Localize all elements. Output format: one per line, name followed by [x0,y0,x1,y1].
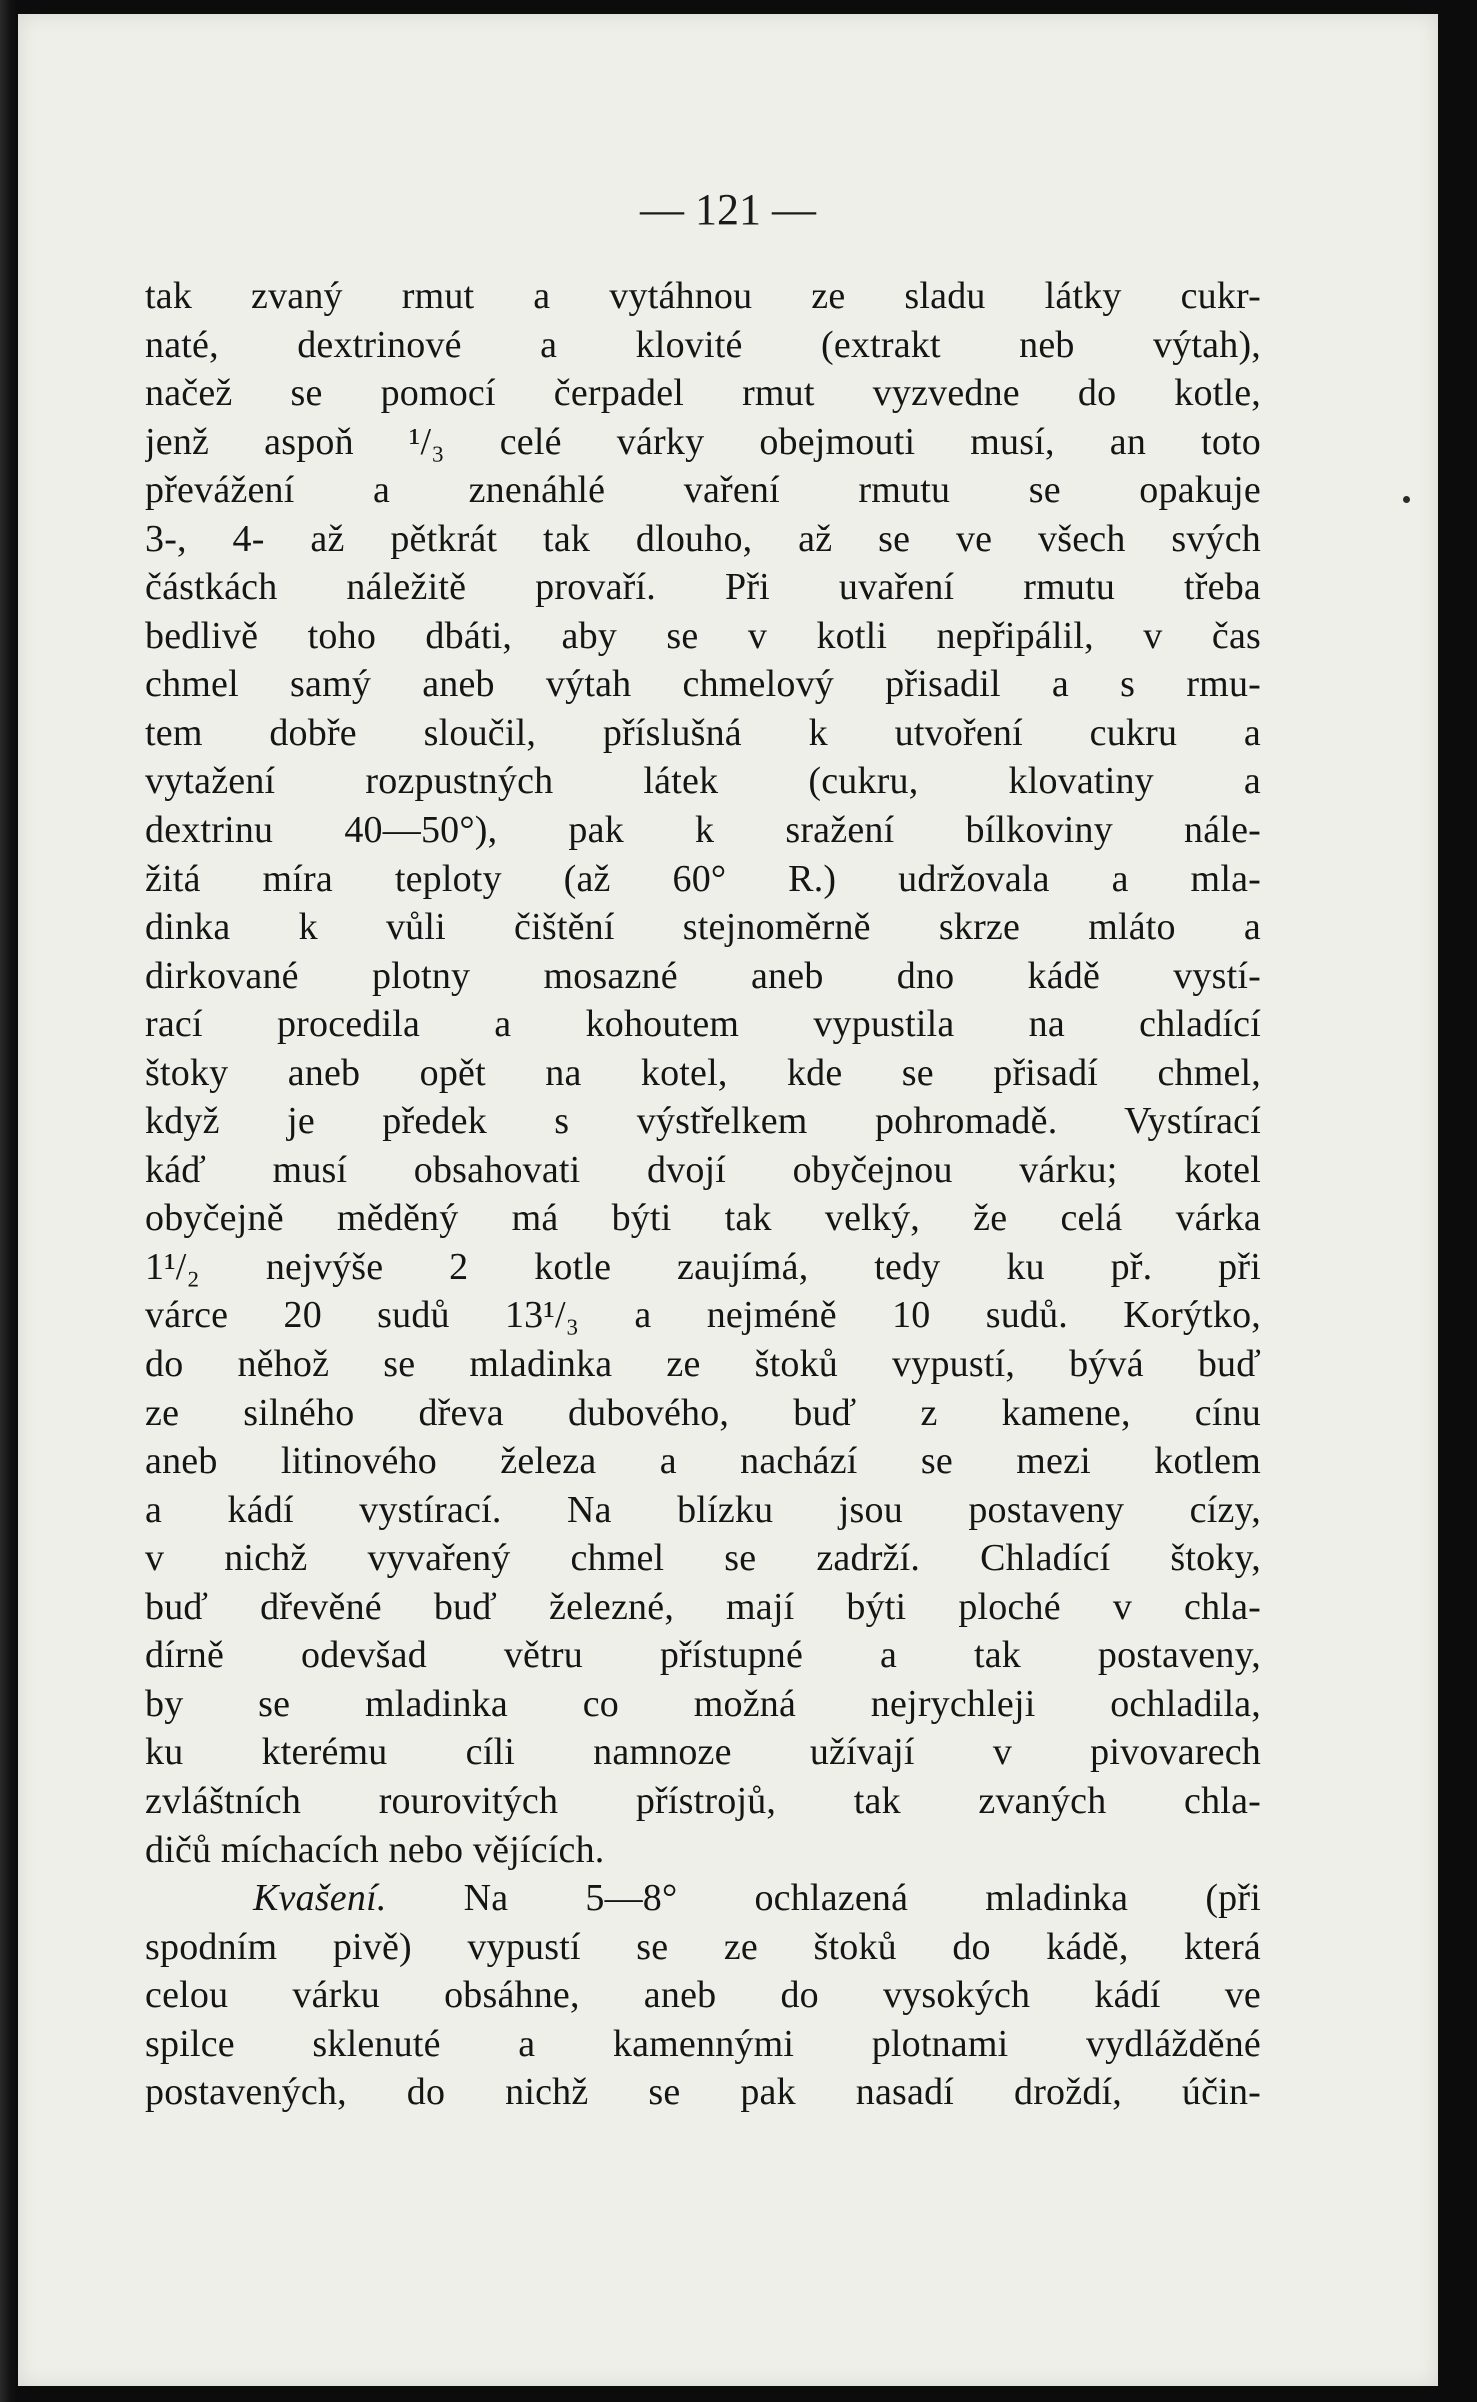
text-line-content: buď dřevěné buď železné, mají býti ploché v chla- [145,1585,1261,1628]
text-line-content: dinka k vůli čištění stejnoměrně skrze mláto a [145,906,1261,949]
text-line-content: žitá míra teploty (až 60° R.) udržovala a mla- [145,857,1261,900]
text-line [145,1291,1261,1340]
text-line-content: když je předek s výstřelkem pohromadě. Vystírací [145,1100,1261,1143]
text-line-content: tak zvaný rmut a vytáhnou ze sladu látky cukr- [145,275,1261,317]
text-line [145,1389,1261,1438]
page-body-text [145,272,1261,2117]
text-line-content: ze silného dřeva dubového, buď z kamene, cínu [145,1391,1261,1434]
text-line-content: Na 5—8° ochlazená mladinka (při [386,1877,1261,1920]
text-line-content: v nichž vyvařený chmel se zadrží. Chladící štoky, [145,1537,1261,1580]
text-line-content: dirkované plotny mosazné aneb dno kádě vystí- [145,954,1261,997]
text-line-content: naté, dextrinové a klovité (extrakt neb výtah), [145,323,1261,366]
text-line [145,1923,1261,1972]
text-line [145,1874,1261,1923]
text-line-content: rací procedila a kohoutem vypustila na chladící [145,1003,1261,1046]
text-line-content: bedlivě toho dbáti, aby se v kotli nepřipálil, v čas [145,614,1261,657]
text-line-content: vytažení rozpustných látek (cukru, klovatiny a [145,760,1261,803]
text-line-content: dextrinu 40—50°), pak k sražení bílkoviny nále- [145,809,1261,852]
text-line-content: dírně odevšad větru přístupné a tak postaveny, [145,1634,1261,1677]
text-line-content: štoky aneb opět na kotel, kde se přisadí chmel, [145,1051,1261,1094]
text-line-content: jenž aspoň ¹/₃ celé várky obejmouti musí, an toto [145,420,1261,463]
text-line [145,952,1261,1001]
text-line [145,1971,1261,2020]
text-line [145,1680,1261,1729]
text-line-content: obyčejně měděný má býti tak velký, že celá várka [145,1197,1261,1240]
text-line-content: zvláštních rourovitých přístrojů, tak zvaných chla- [145,1779,1261,1822]
section-heading-inline: Kvašení. [253,1877,387,1920]
text-line [145,2068,1261,2117]
text-line [145,660,1261,709]
text-line [145,418,1261,467]
text-line [145,1728,1261,1777]
text-line [145,1777,1261,1826]
text-line [145,1049,1261,1098]
left-scan-edge [0,0,18,2402]
text-line [145,466,1261,515]
text-line [145,1826,1261,1875]
page-number: — 121 — [640,185,816,234]
text-line-content: spodním pivě) vypustí se ze štoků do kádě, která [145,1925,1261,1968]
text-line [145,1146,1261,1195]
text-line [145,1486,1261,1535]
text-line-content: načež se pomocí čerpadel rmut vyzvedne do kotle, [145,372,1261,415]
text-line-content: 1¹/₂ nejvýše 2 kotle zaujímá, tedy ku př. při [145,1245,1261,1288]
text-line [145,1194,1261,1243]
text-line [145,2020,1261,2069]
text-line [145,1437,1261,1486]
text-line [145,1097,1261,1146]
text-line [145,757,1261,806]
text-line-content: celou várku obsáhne, aneb do vysokých kádí ve [145,1974,1261,2017]
text-line-content: káď musí obsahovati dvojí obyčejnou várku; kotel [145,1148,1261,1191]
text-line-content: a kádí vystírací. Na blízku jsou postaveny cízy, [145,1488,1261,1531]
text-line [145,369,1261,418]
text-line-content: postavených, do nichž se pak nasadí droždí, účin- [145,2071,1261,2114]
text-line [145,1534,1261,1583]
text-line [145,903,1261,952]
text-line [145,272,1261,321]
text-line-content: do něhož se mladinka ze štoků vypustí, bývá buď [145,1343,1261,1386]
text-line-content: dičů míchacích nebo vějících. [145,1828,605,1871]
text-line-content: převážení a znenáhlé vaření rmutu se opakuje [145,469,1261,512]
text-line-content: tem dobře sloučil, příslušná k utvoření cukru a [145,711,1261,754]
text-line [145,563,1261,612]
text-line-content: spilce sklenuté a kamennými plotnami vydlážděné [145,2022,1261,2065]
text-line [145,855,1261,904]
text-line [145,612,1261,661]
scan-speck [1403,496,1410,503]
text-line [145,1000,1261,1049]
text-line-content: 3-, 4- až pětkrát tak dlouho, až se ve všech svých [145,517,1261,560]
text-line-content: aneb litinového železa a nachází se mezi kotlem [145,1440,1261,1483]
text-line [145,1583,1261,1632]
text-line [145,1243,1261,1292]
text-line [145,515,1261,564]
text-line-content: chmel samý aneb výtah chmelový přisadil a s rmu- [145,663,1261,706]
text-line-content: by se mladinka co možná nejrychleji ochladila, [145,1682,1261,1725]
text-line-content: ku kterému cíli namnoze užívají v pivovarech [145,1731,1261,1774]
text-line [145,806,1261,855]
book-page [18,14,1438,2386]
text-line [145,709,1261,758]
text-line [145,1340,1261,1389]
text-line-content: částkách náležitě provaří. Při uvaření rmutu třeba [145,566,1261,609]
right-scan-edge [1438,0,1477,2402]
text-line [145,1631,1261,1680]
text-line [145,321,1261,370]
text-line-content: várce 20 sudů 13¹/₃ a nejméně 10 sudů. Korýtko, [145,1294,1261,1337]
